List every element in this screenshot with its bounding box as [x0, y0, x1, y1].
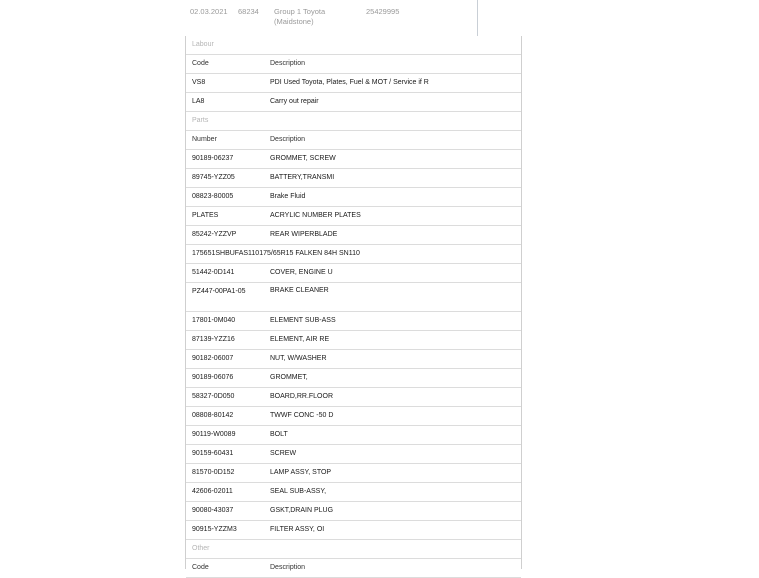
parts-row	[186, 245, 521, 264]
labour-header-row	[186, 55, 521, 74]
parts-row-description: ACRYLIC NUMBER PLATES	[270, 212, 361, 219]
parts-row-code: PZ447-00PA1-05	[192, 288, 246, 295]
parts-row-description: GSKT,DRAIN PLUG	[270, 507, 334, 514]
parts-row-description: BATTERY,TRANSMI	[270, 174, 335, 181]
parts-row-code: 175651SHBUFAS110175/65R15 FALKEN 84H SN110	[192, 250, 360, 257]
other-section-title: Other	[186, 540, 521, 559]
parts-row-code: 90119-W0089	[192, 431, 236, 438]
parts-row-description: ELEMENT, AIR RE	[270, 336, 330, 343]
parts-row-code: 81570-0D152	[192, 469, 235, 476]
labour-rows	[186, 74, 521, 112]
labour-row-description: PDI Used Toyota, Plates, Fuel & MOT / Service if R	[270, 79, 429, 86]
parts-row	[186, 283, 521, 312]
labour-row	[186, 74, 521, 93]
parts-row	[186, 312, 521, 331]
parts-row-description: LAMP ASSY, STOP	[270, 469, 332, 476]
parts-row-description: BOARD,RR.FLOOR	[270, 393, 334, 400]
parts-row-description: SEAL SUB-ASSY,	[270, 488, 327, 495]
other-code-header: Code	[192, 564, 209, 571]
header-reference: 25429995	[366, 7, 400, 16]
parts-row-code: 08808-80142	[192, 412, 234, 419]
parts-row	[186, 150, 521, 169]
parts-row	[186, 426, 521, 445]
parts-row-code: 17801-0M040	[192, 317, 236, 324]
parts-row	[186, 264, 521, 283]
invoice-document	[185, 36, 522, 569]
parts-row-description: BRAKE CLEANER	[270, 287, 329, 294]
parts-row-description: COVER, ENGINE U	[270, 269, 333, 276]
parts-row-description: GROMMET, SCREW	[270, 155, 336, 162]
parts-description-header: Description	[270, 136, 306, 143]
parts-row-description: GROMMET,	[270, 374, 308, 381]
parts-row-code: 90159-60431	[192, 450, 234, 457]
parts-row	[186, 169, 521, 188]
parts-row-code: 85242-YZZVP	[192, 231, 237, 238]
parts-row-description: TWWF CONC -50 D	[270, 412, 334, 419]
parts-row	[186, 464, 521, 483]
parts-row	[186, 407, 521, 426]
labour-row-code: LA8	[192, 98, 205, 105]
parts-row-code: 90182-06007	[192, 355, 234, 362]
parts-row-description: ELEMENT SUB-ASS	[270, 317, 336, 324]
parts-row-description: NUT, W/WASHER	[270, 355, 327, 362]
parts-row-code: 42606-02011	[192, 488, 233, 495]
parts-row	[186, 502, 521, 521]
header-dealer: Group 1 Toyota	[274, 7, 326, 16]
labour-code-header: Code	[192, 60, 209, 67]
parts-row-description: SCREW	[270, 450, 297, 457]
labour-row-code: VS8	[192, 79, 206, 86]
parts-header-row	[186, 131, 521, 150]
parts-row-code: PLATES	[192, 212, 219, 219]
parts-row-code: 89745-YZZ05	[192, 174, 235, 181]
parts-number-header: Number	[192, 136, 217, 143]
parts-row	[186, 207, 521, 226]
parts-row-description: REAR WIPERBLADE	[270, 231, 338, 238]
other-description-header: Description	[270, 564, 306, 571]
parts-section-title: Parts	[186, 112, 521, 131]
header-dealer-location: (Maidstone)	[274, 17, 314, 26]
parts-rows	[186, 150, 521, 540]
parts-row-code: 90189-06076	[192, 374, 234, 381]
labour-row-description: Carry out repair	[270, 98, 319, 105]
parts-row-code: 90189-06237	[192, 155, 234, 162]
parts-row	[186, 388, 521, 407]
parts-row	[186, 369, 521, 388]
parts-row	[186, 445, 521, 464]
parts-row	[186, 188, 521, 207]
parts-row-description: FILTER ASSY, OI	[270, 526, 325, 533]
parts-row-code: 58327-0D050	[192, 393, 235, 400]
parts-row-code: 87139-YZZ16	[192, 336, 235, 343]
parts-row-description: BOLT	[270, 431, 288, 438]
parts-row-code: 51442-0D141	[192, 269, 235, 276]
parts-row-code: 90915-YZZM3	[192, 526, 237, 533]
parts-row	[186, 226, 521, 245]
parts-row	[186, 483, 521, 502]
parts-row-code: 90080-43037	[192, 507, 234, 514]
labour-row	[186, 93, 521, 112]
labour-description-header: Description	[270, 60, 306, 67]
header-strip	[0, 0, 759, 36]
parts-row	[186, 521, 521, 540]
parts-row	[186, 350, 521, 369]
header-number: 68234	[238, 7, 259, 16]
labour-section-title: Labour	[186, 36, 521, 55]
parts-row-description: Brake Fluid	[270, 193, 306, 200]
header-date: 02.03.2021	[190, 7, 228, 16]
parts-row-code: 08823-80005	[192, 193, 234, 200]
parts-row	[186, 331, 521, 350]
